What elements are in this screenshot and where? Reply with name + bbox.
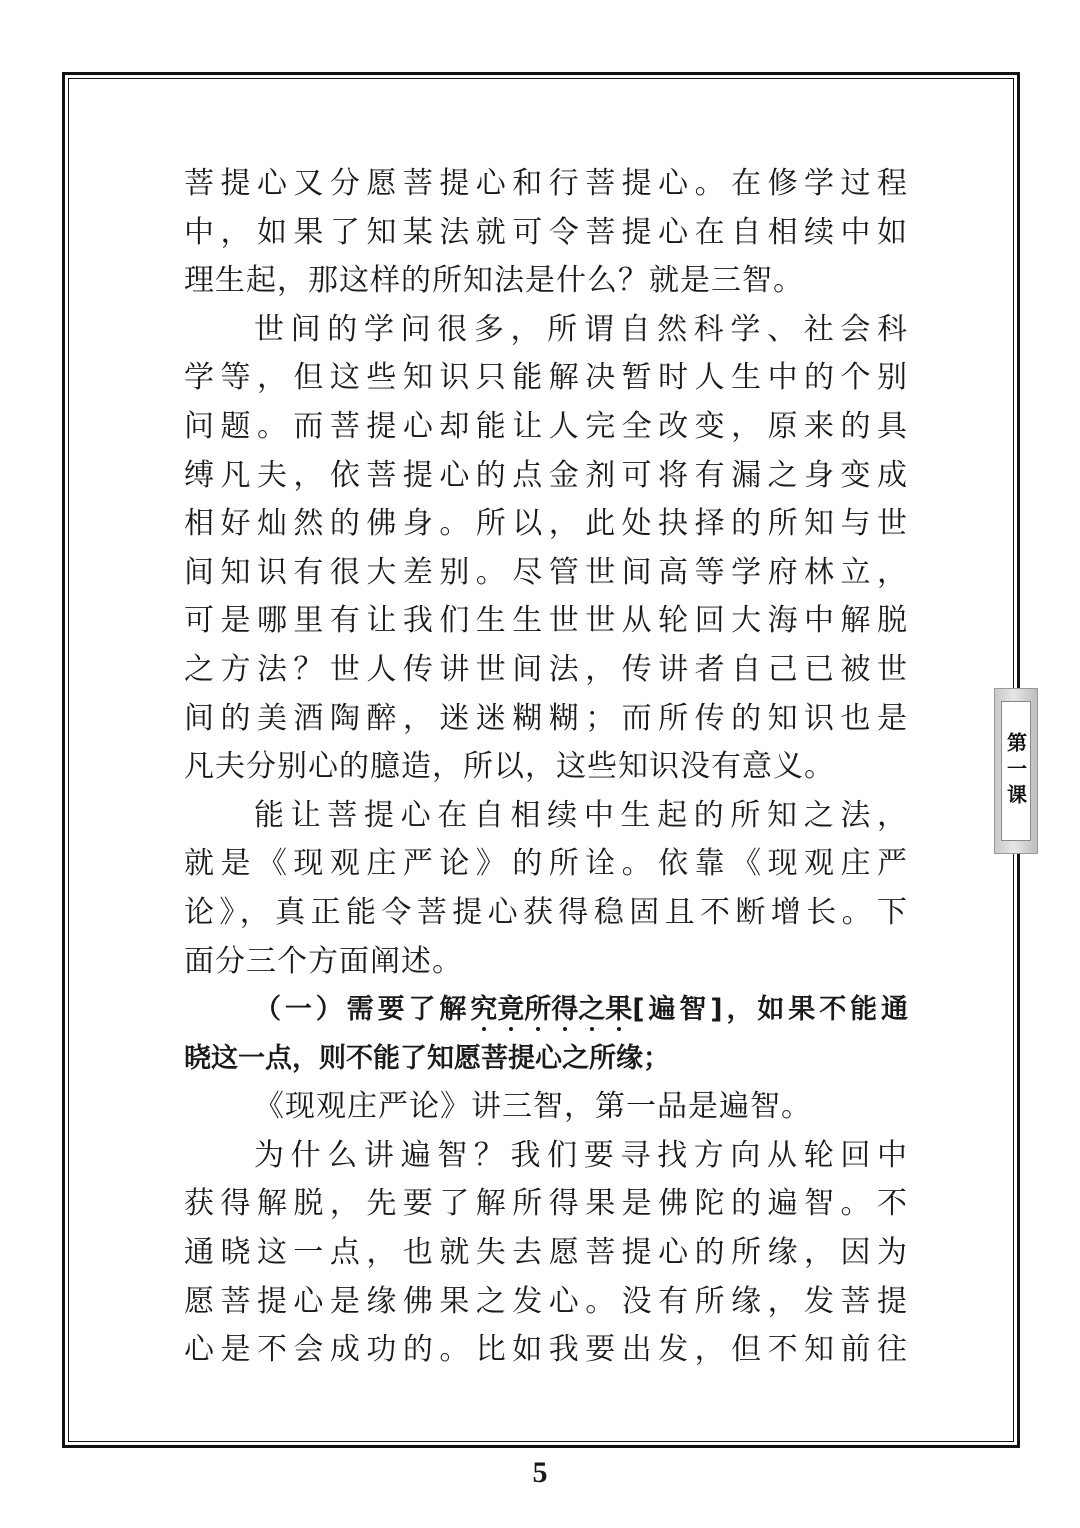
- text-line: 间的美酒陶醉，迷迷糊糊；而所传的知识也是: [184, 700, 908, 736]
- text-line: 《现观庄严论》讲三智，第一品是遍智。: [254, 1089, 812, 1125]
- text-line: 世间的学问很多，所谓自然科学、社会科: [254, 311, 908, 347]
- text-line: 之方法？世人传讲世间法，传讲者自己已被世: [184, 651, 908, 687]
- text-line: 菩提心又分愿菩提心和行菩提心。在修学过程: [184, 166, 908, 201]
- emphasis-char: 所: [524, 986, 551, 1035]
- chapter-tab-label: 第一课: [1003, 732, 1028, 810]
- text-line: 面分三个方面阐述。: [184, 943, 463, 979]
- text-line: 论》，真正能令菩提心获得稳固且不断增长。下: [184, 894, 908, 930]
- text-line: 能让菩提心在自相续中生起的所知之法，: [254, 797, 908, 833]
- emphasis-char: 果: [605, 986, 632, 1035]
- text-line: 为什么讲遍智？我们要寻找方向从轮回中: [254, 1137, 908, 1173]
- text-line: 愿菩提心是缘佛果之发心。没有所缘，发菩提: [184, 1283, 908, 1319]
- text-line: 问题。而菩提心却能让人完全改变，原来的具: [184, 408, 908, 444]
- page-number: 5: [532, 1456, 548, 1489]
- text-line: 中，如果了知某法就可令菩提心在自相续中如: [184, 214, 908, 250]
- section-heading-line2: 晓这一点，则不能了知愿菩提心之所缘；: [184, 1042, 670, 1074]
- emphasis-char: 竟: [497, 986, 524, 1035]
- heading-suffix: [遍智]，如果不能通: [632, 994, 908, 1026]
- text-line: 通晓这一点，也就失去愿菩提心的所缘，因为: [184, 1235, 908, 1271]
- text-line: 间知识有很大差别。尽管世间高等学府林立，: [184, 554, 908, 590]
- heading-prefix: （一）需要了解: [254, 994, 471, 1026]
- text-line: 就是《现观庄严论》的所诠。依靠《现观庄严: [184, 846, 908, 882]
- emphasis-char: 究: [470, 986, 497, 1035]
- text-line: 缚凡夫，依菩提心的点金剂可将有漏之身变成: [184, 457, 908, 493]
- body-text: [184, 160, 908, 1375]
- section-heading: [184, 986, 908, 1035]
- emphasis-char: 之: [578, 986, 605, 1035]
- text-line: 理生起，那这样的所知法是什么？就是三智。: [184, 263, 804, 299]
- text-line: 凡夫分别心的臆造，所以，这些知识没有意义。: [184, 749, 835, 785]
- chapter-tab: [994, 688, 1038, 854]
- emphasis-char: 得: [551, 986, 578, 1035]
- text-line: 心是不会成功的。比如我要出发，但不知前往: [184, 1332, 908, 1368]
- chapter-tab-inner: [1001, 701, 1031, 841]
- text-line: 相好灿然的佛身。所以，此处抉择的所知与世: [184, 506, 908, 542]
- text-line: 获得解脱，先要了解所得果是佛陀的遍智。不: [184, 1186, 908, 1222]
- text-line: 可是哪里有让我们生生世世从轮回大海中解脱: [184, 603, 908, 639]
- text-line: 学等，但这些知识只能解决暂时人生中的个别: [184, 360, 908, 396]
